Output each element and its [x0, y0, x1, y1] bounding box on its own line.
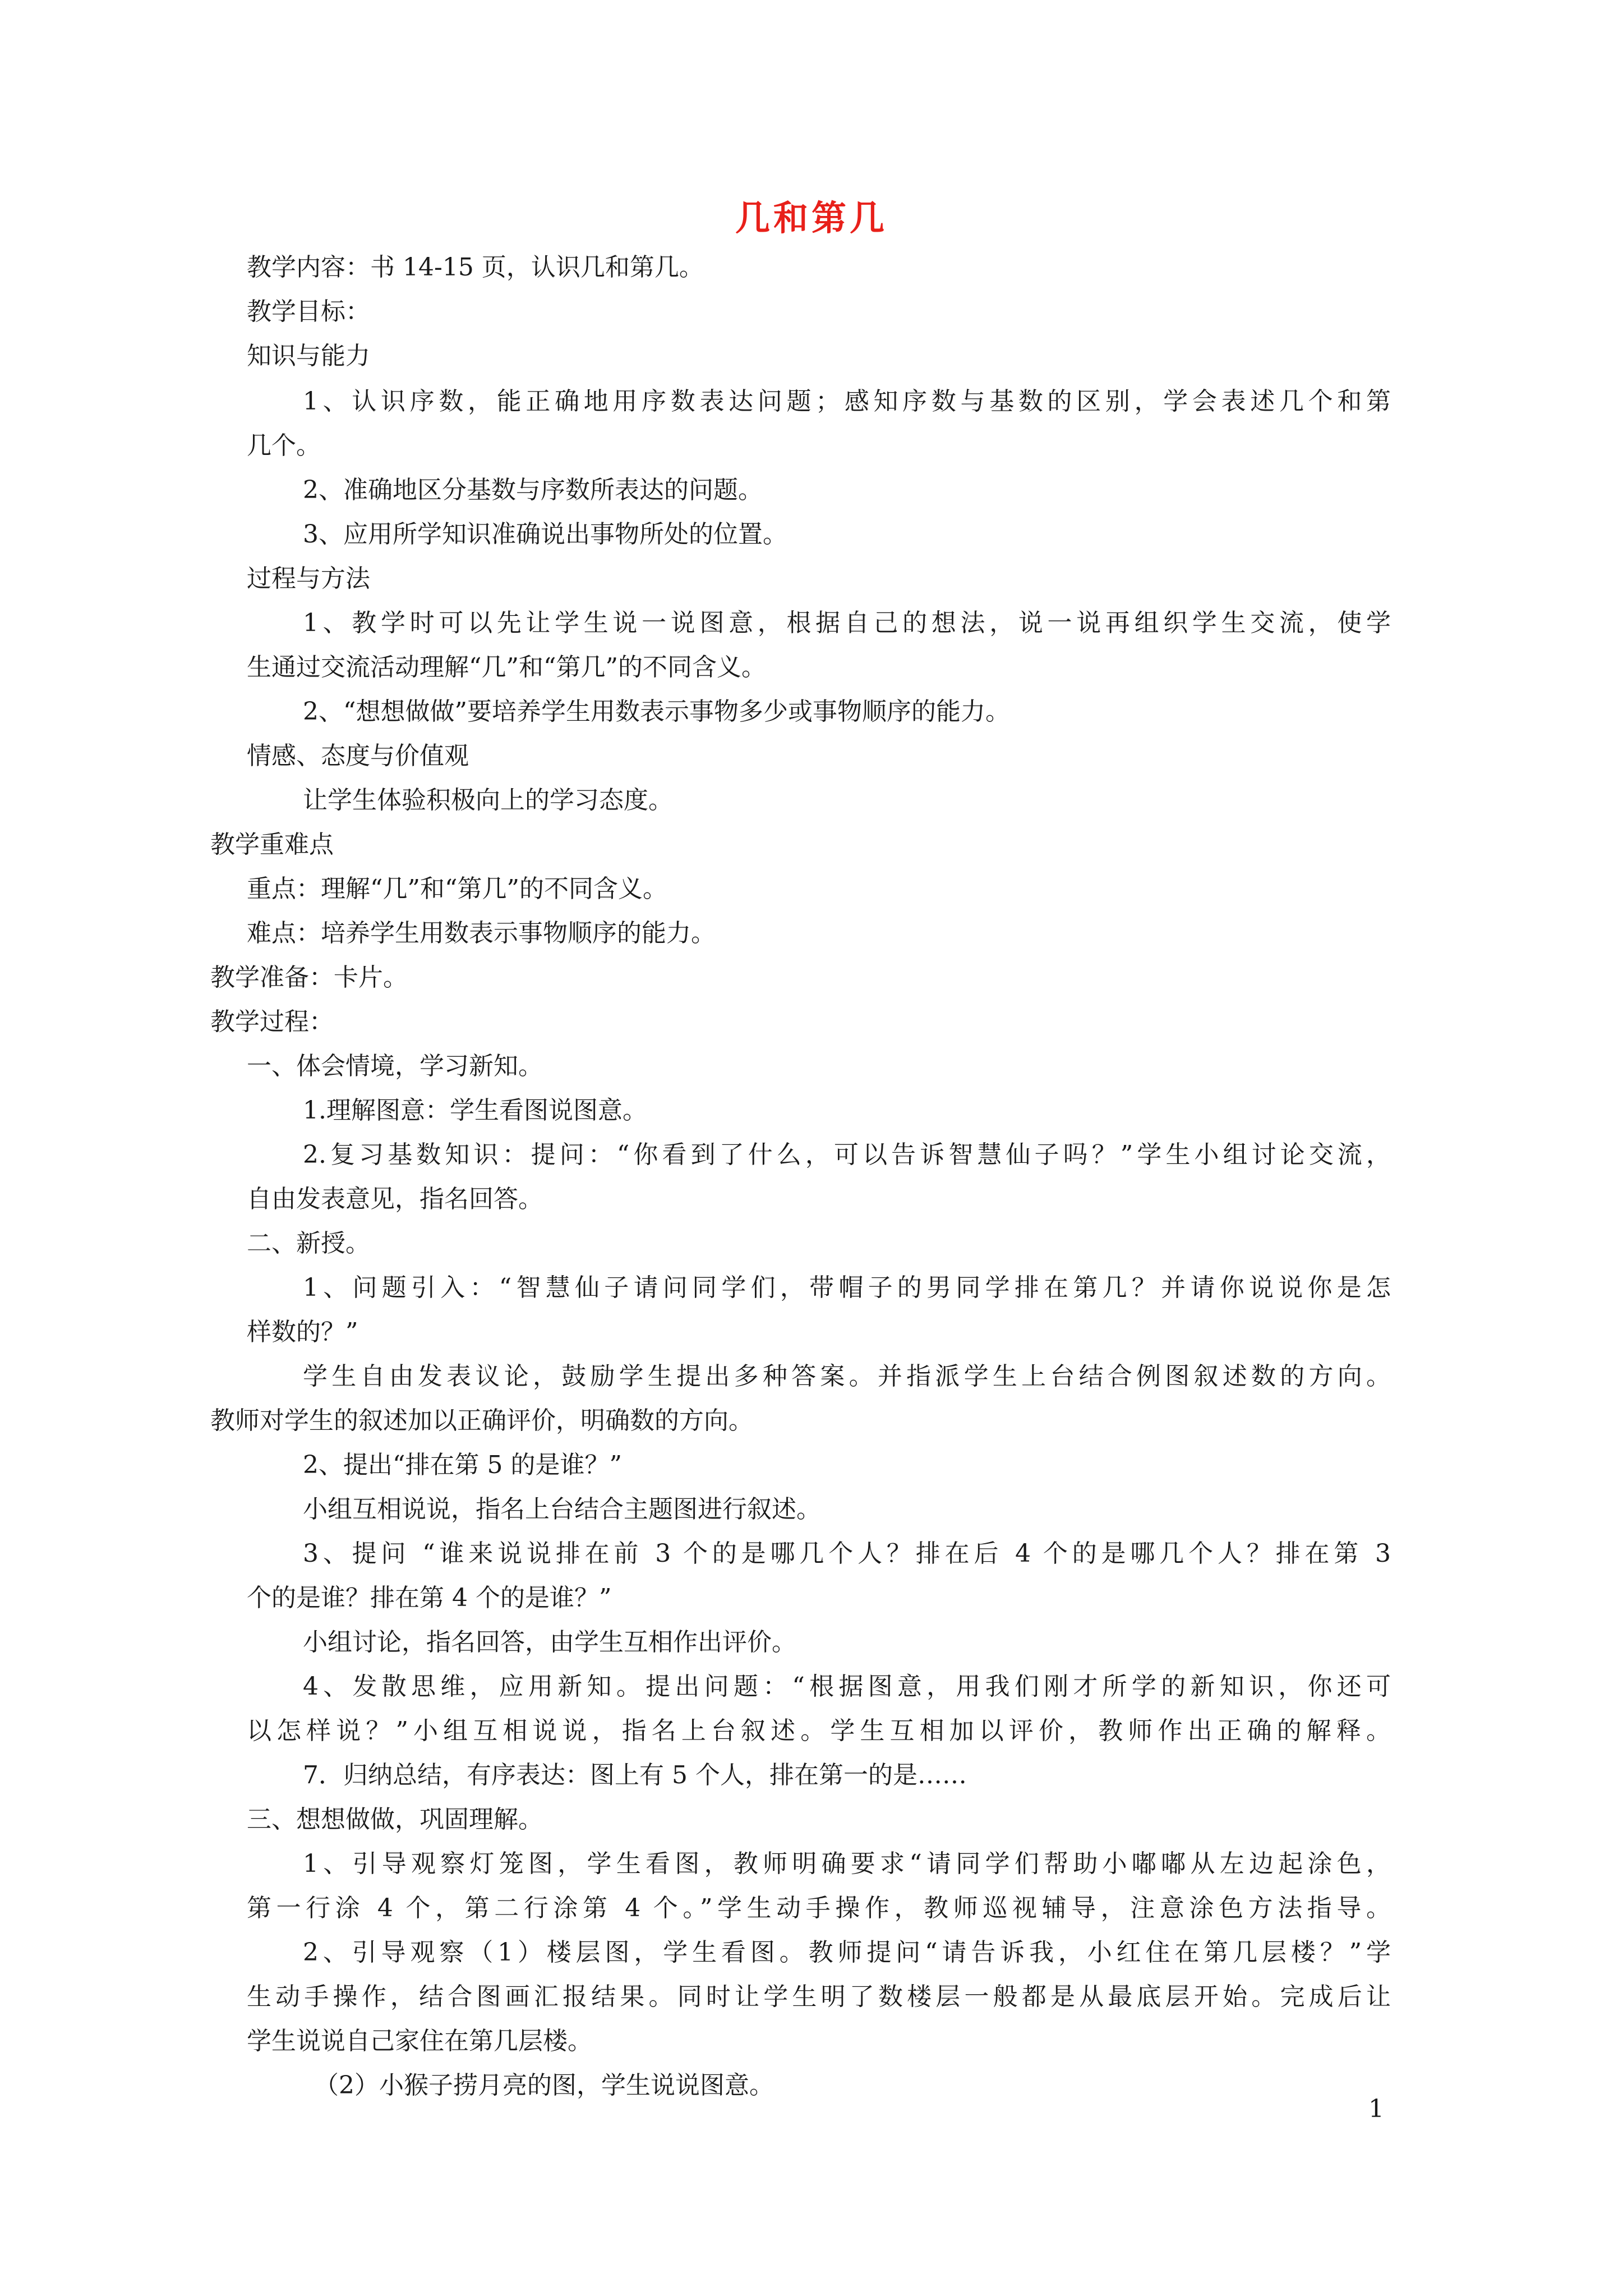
text-line: 重点：理解“几”和“第几”的不同含义。 [247, 875, 667, 903]
text-line: 2、准确地区分基数与序数所表达的问题。 [303, 476, 763, 504]
text-line: 1、引导观察灯笼图，学生看图，教师明确要求“请同学们帮助小嘟嘟从左边起涂色， [303, 1849, 1391, 1878]
text-line: 生动手操作，结合图画汇报结果。同时让学生明了数楼层一般都是从最底层开始。完成后让 [247, 1982, 1391, 2011]
text-line: 过程与方法 [247, 564, 370, 593]
text-line: 教师对学生的叙述加以正确评价，明确数的方向。 [210, 1406, 753, 1435]
text-line: 三、想想做做，巩固理解。 [247, 1805, 543, 1834]
text-line: 几个。 [247, 431, 321, 460]
text-line: 1.理解图意：学生看图说图意。 [303, 1096, 647, 1125]
text-line: 情感、态度与价值观 [247, 742, 469, 770]
text-line: 2.复习基数知识：提问：“你看到了什么，可以告诉智慧仙子吗？”学生小组讨论交流， [303, 1140, 1391, 1169]
text-line: 3、提问 “谁来说说排在前 3 个的是哪几个人？排在后 4 个的是哪几个人？排在第 3 [303, 1539, 1391, 1568]
text-line: 1、问题引入：“智慧仙子请问同学们，带帽子的男同学排在第几？并请你说说你是怎 [303, 1273, 1391, 1302]
text-line: 学生说说自己家住在第几层楼。 [247, 2027, 592, 2055]
text-line: 2、提出“排在第 5 的是谁？” [303, 1451, 622, 1479]
text-line: 教学重难点 [210, 830, 334, 859]
text-line: 样数的？” [247, 1318, 358, 1346]
text-line: 3、应用所学知识准确说出事物所处的位置。 [303, 520, 787, 549]
text-line: （2）小猴子捞月亮的图，学生说说图意。 [314, 2071, 774, 2100]
text-line: 第一行涂 4 个，第二行涂第 4 个。”学生动手操作，教师巡视辅导，注意涂色方法指导。 [247, 1894, 1391, 1922]
text-line: 教学准备：卡片。 [210, 963, 408, 992]
text-line: 2、“想想做做”要培养学生用数表示事物多少或事物顺序的能力。 [303, 697, 1010, 726]
text-line: 4、发散思维，应用新知。提出问题：“根据图意，用我们刚才所学的新知识，你还可 [303, 1672, 1391, 1701]
text-line: 自由发表意见，指名回答。 [247, 1185, 543, 1213]
text-line: 教学过程： [210, 1007, 334, 1036]
text-line: 生通过交流活动理解“几”和“第几”的不同含义。 [247, 653, 766, 682]
text-line: 1、教学时可以先让学生说一说图意，根据自己的想法，说一说再组织学生交流，使学 [303, 609, 1391, 637]
text-line: 一、体会情境，学习新知。 [247, 1052, 543, 1080]
text-line: 1、认识序数，能正确地用序数表达问题；感知序数与基数的区别，学会表述几个和第 [303, 387, 1391, 416]
text-line: 2、引导观察（1）楼层图，学生看图。教师提问“请告诉我，小红住在第几层楼？”学 [303, 1938, 1391, 1967]
text-line: 小组互相说说，指名上台结合主题图进行叙述。 [303, 1495, 821, 1524]
text-line: 难点：培养学生用数表示事物顺序的能力。 [247, 919, 716, 947]
page-number: 1 [1368, 2095, 1384, 2123]
text-line: 教学内容：书 14-15 页，认识几和第几。 [247, 253, 704, 282]
text-line: 个的是谁？排在第 4 个的是谁？” [247, 1584, 612, 1612]
text-line: 知识与能力 [247, 342, 370, 370]
document-title: 几和第几 [735, 197, 888, 238]
text-line: 7．归纳总结，有序表达：图上有 5 个人，排在第一的是…… [303, 1761, 967, 1789]
text-line: 让学生体验积极向上的学习态度。 [303, 786, 673, 815]
text-line: 学生自由发表议论，鼓励学生提出多种答案。并指派学生上台结合例图叙述数的方向。 [303, 1362, 1391, 1391]
text-line: 二、新授。 [247, 1229, 370, 1258]
text-line: 以怎样说？”小组互相说说，指名上台叙述。学生互相加以评价，教师作出正确的解释。 [247, 1717, 1391, 1745]
text-line: 小组讨论，指名回答，由学生互相作出评价。 [303, 1628, 796, 1657]
text-line: 教学目标： [247, 297, 370, 326]
